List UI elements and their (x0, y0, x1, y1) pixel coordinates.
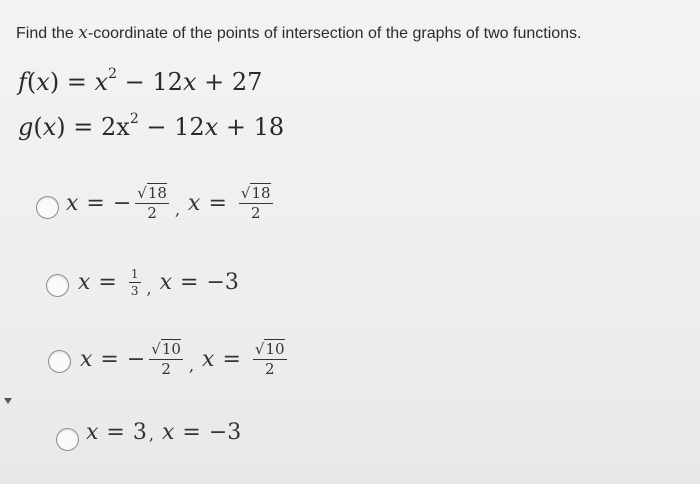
option-3-fraction-1: $\frac{√10}{2}$ (151, 340, 181, 378)
option-4-expression: x = 3 , x = −3 (86, 420, 242, 445)
radio-button-option-1[interactable] (36, 196, 59, 219)
function-g-arg: x (42, 113, 57, 141)
question-prefix: Find the (16, 25, 79, 42)
function-g-exponent: 2 (129, 111, 139, 127)
function-f-term-a: x (94, 68, 109, 96)
function-g-term-b-var: x (204, 113, 219, 141)
option-3-sign: − (126, 347, 146, 372)
function-g: $g(x) = 2x^2 - 12x + 18$ (18, 111, 285, 141)
option-4-x2: −3 (208, 420, 242, 445)
function-g-name: g (18, 113, 34, 141)
function-f-name: f (18, 68, 27, 96)
option-3-expression: x = − $\frac{√10}{2}$ , x = $\frac{√10}{2}$ (80, 340, 285, 378)
function-f-term-c: + 27 (204, 68, 263, 96)
option-1-fraction-1: $\frac{√18}{2}$ (137, 184, 167, 222)
question-suffix: -coordinate of the points of intersection of the graphs of two functions. (87, 25, 582, 42)
function-f-term-b: − 12 (124, 68, 183, 96)
radio-button-option-3[interactable] (48, 350, 71, 373)
function-f-term-b-var: x (182, 68, 197, 96)
option-2-x2: −3 (206, 270, 239, 295)
radio-button-option-4[interactable] (56, 428, 79, 451)
option-2-expression: x = $\frac{1}{3}$ , x = −3 (78, 267, 239, 298)
option-2-fraction: $\frac{1}{3}$ (130, 267, 139, 298)
option-1-sign: − (112, 191, 132, 216)
option-4-x1: 3 (132, 420, 147, 445)
function-f: $f(x) = x^2 - 12x + 27$ (18, 66, 263, 96)
option-1-expression: x = − $\frac{√18}{2}$ , x = $\frac{√18}{2}$ (66, 184, 271, 222)
caret-icon (4, 398, 12, 404)
function-f-arg: x (36, 68, 50, 96)
radio-button-option-2[interactable] (46, 274, 69, 297)
function-g-term-b: − 12 (146, 113, 205, 141)
question-variable: x (78, 23, 88, 43)
option-1-fraction-2: $\frac{√18}{2}$ (240, 184, 271, 222)
function-g-term-c: + 18 (225, 113, 285, 141)
question-text (16, 23, 581, 43)
function-f-exponent: 2 (108, 66, 118, 82)
option-3-fraction-2: $\frac{√10}{2}$ (254, 340, 285, 378)
function-g-term-a: 2x (101, 113, 130, 141)
